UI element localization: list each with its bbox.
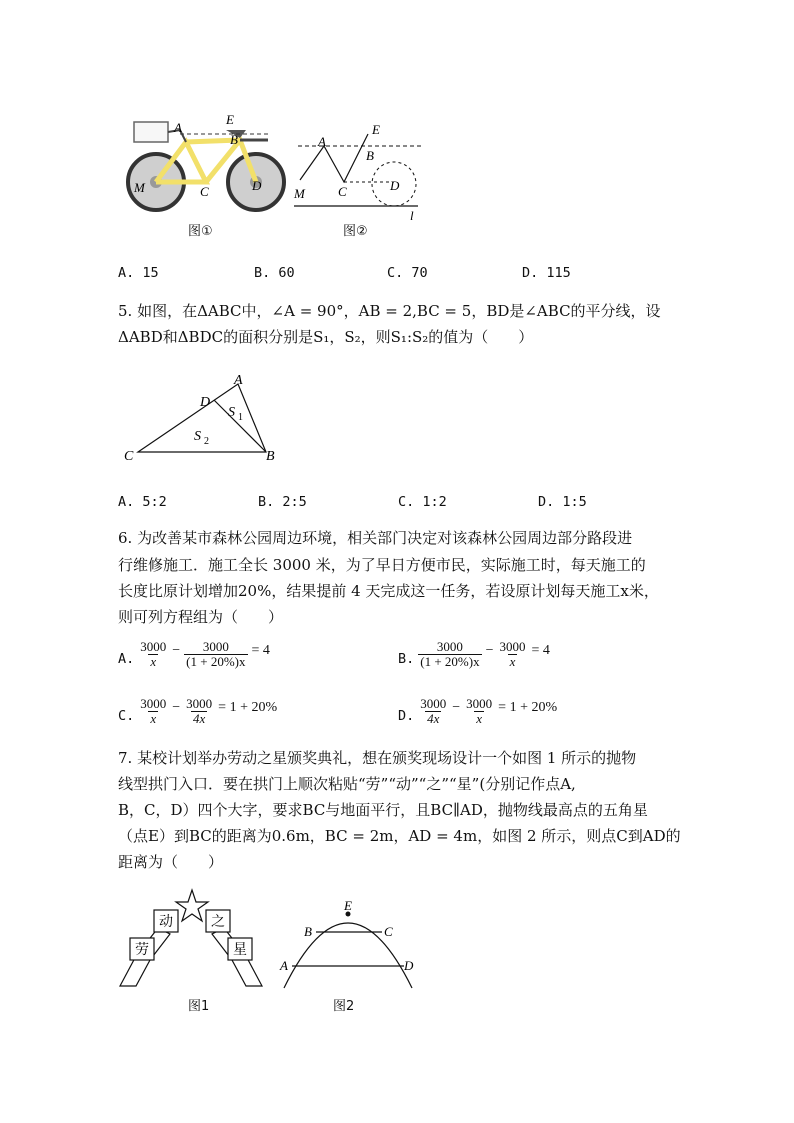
fig2-label-b-q7: B bbox=[304, 924, 312, 939]
fig1-label-m: M bbox=[134, 180, 145, 195]
q6-c-op: − bbox=[172, 700, 181, 715]
fig2-label-d: D bbox=[390, 178, 400, 193]
q7-line-5: 距离为（ ） bbox=[118, 853, 224, 871]
star-icon bbox=[176, 890, 208, 921]
q6-option-b bbox=[398, 640, 550, 669]
parabola-figure-2 bbox=[278, 898, 418, 993]
q6-option-d-label: D. bbox=[398, 708, 415, 724]
q7-line-3: B，C，D）四个大字，要求BC与地面平行，且BC∥AD，抛物线最高点的五角星 bbox=[118, 801, 648, 819]
q4-option-d: D. 115 bbox=[522, 265, 571, 281]
q5-line-2: ΔABD和ΔBDC的面积分别是S₁，S₂，则S₁:S₂的值为（ ） bbox=[118, 328, 534, 346]
q6-d-frac-1 bbox=[418, 697, 448, 726]
q6-a-num-1: 3000 bbox=[140, 639, 167, 654]
q4-option-c: C. 70 bbox=[387, 265, 428, 281]
q6-line-1: 6. 为改善某市森林公园周边环境，相关部门决定对该森林公园周边部分路段进 bbox=[118, 529, 633, 547]
geometry-figure-2 bbox=[290, 118, 430, 222]
q6-b-op: − bbox=[485, 643, 494, 658]
q6-a-den-2: (1 + 20%)x bbox=[186, 654, 246, 669]
fig1-label-a: A bbox=[174, 120, 182, 135]
sign-zhi-char: 之 bbox=[211, 915, 225, 930]
q7-line-1: 7. 某校计划举办劳动之星颁奖典礼，想在颁奖现场设计一个如图 1 所示的抛物 bbox=[118, 749, 637, 767]
q6-d-num-1: 3000 bbox=[420, 696, 447, 711]
q6-option-a-label: A. bbox=[118, 651, 135, 667]
fig1-label-c: C bbox=[200, 184, 209, 199]
fig2-label-a: A bbox=[318, 134, 326, 149]
fig2-label-l: l bbox=[410, 208, 414, 222]
arch-figure-1 bbox=[118, 888, 268, 993]
q7-line-4: （点E）到BC的距离为0.6m，BC = 2m，AD = 4m，如图 2 所示，则点C到AD的 bbox=[118, 827, 681, 845]
fig2-label-e: E bbox=[372, 122, 380, 137]
fig2-label-c: C bbox=[338, 184, 347, 199]
q6-option-b-label: B. bbox=[398, 651, 415, 667]
q6-d-rhs: = 1 + 20% bbox=[498, 700, 558, 715]
q6-option-a bbox=[118, 640, 270, 669]
fig1-label-b: B bbox=[230, 132, 238, 147]
q6-d-den-1: 4x bbox=[427, 711, 440, 726]
triangle-figure bbox=[118, 370, 288, 466]
q6-c-den-1: x bbox=[150, 711, 157, 726]
q5-label-s1: S bbox=[228, 405, 235, 420]
q5-option-b: B. 2:5 bbox=[258, 494, 307, 510]
q5-option-a: A. 5:2 bbox=[118, 494, 167, 510]
fig2-label-a-q7: A bbox=[280, 958, 288, 973]
q5-option-d: D. 1:5 bbox=[538, 494, 587, 510]
q6-line-3: 长度比原计划增加20%，结果提前 4 天完成这一任务，若设原计划每天施工x米， bbox=[118, 582, 659, 600]
q6-b-frac-2 bbox=[498, 640, 528, 669]
q6-line-4: 则可列方程组为（ ） bbox=[118, 608, 284, 626]
fig2-label-d-q7: D bbox=[404, 958, 414, 973]
q6-a-frac-1 bbox=[138, 640, 168, 669]
q5-label-s1-sub: 1 bbox=[238, 412, 243, 423]
q6-b-num-2: 3000 bbox=[499, 639, 526, 654]
q5-label-d: D bbox=[200, 395, 211, 410]
q5-label-s2: S bbox=[194, 429, 201, 444]
q6-b-frac-1 bbox=[418, 640, 481, 669]
q5-label-a: A bbox=[234, 373, 243, 388]
fig2-label-m: M bbox=[294, 186, 305, 201]
q6-option-c bbox=[118, 697, 277, 726]
sign-dong-char: 动 bbox=[159, 915, 173, 930]
fig1-label-e: E bbox=[226, 112, 234, 127]
sign-xing-char: 星 bbox=[233, 943, 247, 958]
sign-lao-char: 劳 bbox=[135, 943, 149, 958]
q7-line-2: 线型拱门入口．要在拱门上顺次粘贴“劳”“动”“之”“星”(分别记作点A, bbox=[118, 775, 576, 793]
q5-line-1: 5. 如图，在ΔABC中，∠A = 90°，AB = 2,BC = 5，BD是∠ABC的平分线，设 bbox=[118, 302, 661, 320]
q6-line-2: 行维修施工．施工全长 3000 米，为了早日方便市民，实际施工时，每天施工的 bbox=[118, 556, 646, 574]
q6-a-num-2: 3000 bbox=[202, 639, 229, 654]
q4-option-a: A. 15 bbox=[118, 265, 159, 281]
q6-c-num-1: 3000 bbox=[140, 696, 167, 711]
q6-d-den-2: x bbox=[476, 711, 483, 726]
q6-c-num-2: 3000 bbox=[186, 696, 213, 711]
q6-c-rhs: = 1 + 20% bbox=[218, 700, 278, 715]
basket bbox=[134, 122, 168, 142]
q4-fig1-caption: 图① bbox=[188, 224, 213, 239]
q4-fig2-caption: 图② bbox=[343, 224, 368, 239]
q6-a-op: − bbox=[172, 643, 181, 658]
q6-d-op: − bbox=[452, 700, 461, 715]
q6-d-num-2: 3000 bbox=[466, 696, 493, 711]
q5-label-s2-sub: 2 bbox=[204, 436, 209, 447]
fig2-label-e-q7: E bbox=[344, 898, 352, 913]
fig2-label-b: B bbox=[366, 148, 374, 163]
q6-b-den-1: (1 + 20%)x bbox=[420, 654, 480, 669]
q6-option-c-label: C. bbox=[118, 708, 135, 724]
q6-c-den-2: 4x bbox=[193, 711, 206, 726]
q6-d-frac-2 bbox=[464, 697, 494, 726]
bicycle-figure bbox=[118, 110, 293, 215]
q4-option-b: B. 60 bbox=[254, 265, 295, 281]
q6-b-rhs: = 4 bbox=[531, 643, 550, 658]
q6-a-frac-2 bbox=[184, 640, 247, 669]
q6-a-den-1: x bbox=[150, 654, 157, 669]
fig2-label-c-q7: C bbox=[384, 924, 393, 939]
q6-a-rhs: = 4 bbox=[251, 643, 270, 658]
q7-fig2-caption: 图2 bbox=[333, 999, 355, 1014]
q6-b-num-1: 3000 bbox=[436, 639, 463, 654]
q5-label-b: B bbox=[266, 449, 275, 464]
q5-option-c: C. 1:2 bbox=[398, 494, 447, 510]
q5-label-c: C bbox=[124, 449, 134, 464]
q6-b-den-2: x bbox=[509, 654, 516, 669]
q7-fig1-caption: 图1 bbox=[188, 999, 210, 1014]
q6-option-d bbox=[398, 697, 557, 726]
q6-c-frac-2 bbox=[184, 697, 214, 726]
q6-c-frac-1 bbox=[138, 697, 168, 726]
fig1-label-d: D bbox=[252, 178, 262, 193]
